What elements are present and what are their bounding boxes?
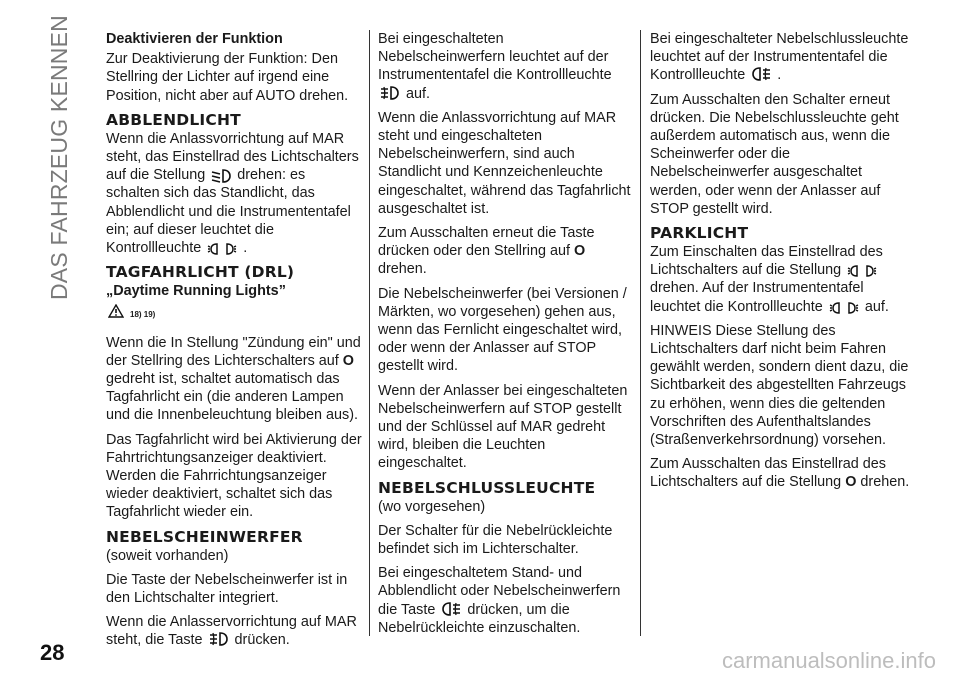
paragraph: Die Taste der Nebelscheinwerfer ist in den Lichtschalter integriert. [106, 571, 348, 607]
page-number: 28 [40, 640, 65, 665]
paragraph: Wenn die Anlassvorrichtung auf MAR steht, das Einstellrad des Lichtschalters auf die Stellung drehen: es schalten sich das Standlicht, das Abblendlicht und die Instrumententafel ein; auf dieser leuchtet die Kontrollleuchte . [106, 130, 359, 257]
paragraph: HINWEIS Diese Stellung des Lichtschalters darf nicht beim Fahren gewählt werden, sondern dient dazu, die Sichtbarkeit des abgestellten Fahrzeugs zu erhöhen, wenn dies die geltenden Vorschriften des Aufenthaltslandes (Straßenverkehrsordnung) vorsehen. [650, 322, 909, 449]
paragraph: Bei eingeschaltetem Stand- und Abblendlicht oder Nebelscheinwerfern die Taste drücken, um die Nebelrückleichte einzuschalten. [378, 565, 621, 636]
paragraph: Wenn der Anlasser bei eingeschalteten Nebelscheinwerfern auf STOP gestellt und der Schlüssel auf MAR gedreht wird, bleiben die Leuchten eingeschaltet. [378, 382, 628, 472]
front-fog-light-icon [380, 85, 400, 103]
section-note: (wo vorgesehen) [378, 498, 486, 515]
paragraph: Die Nebelscheinwerfer (bei Versionen / Märkten, wo vorgesehen) gehen aus, wenn das Fernlicht eingeschaltet wird, oder wenn der Anlasser auf STOP gestellt wird. [378, 285, 627, 375]
paragraph: Wenn die Anlassvorrichtung auf MAR steht und eingeschalteten Nebelscheinwerfern, sind auch Standlicht und Kennzeichenleuchte eingeschaltet, während das Tagfahrlicht ausgeschaltet ist. [378, 109, 631, 217]
parking-light-icon [847, 263, 877, 279]
subsection-title: Deaktivieren der Funktion [106, 31, 283, 47]
paragraph: Bei eingeschalteten Nebelscheinwerfern leuchtet auf der Instrumententafel die Kontrollleuchte auf. [378, 31, 612, 102]
column-divider [640, 30, 641, 636]
column-3 [650, 30, 910, 498]
section-title-abblendlicht: ABBLENDLICHT [106, 110, 241, 129]
warning-reference: 18) 19) [108, 304, 362, 325]
chapter-side-tab: DAS FAHRZEUG KENNEN [46, 15, 72, 300]
section-title-nebelschlussleuchte: NEBELSCHLUSSLEUCHTE [378, 478, 596, 497]
watermark: carmanualsonline.info [721, 648, 936, 673]
low-beam-icon [211, 168, 231, 184]
column-2 [378, 30, 632, 643]
paragraph: Zum Ausschalten das Einstellrad des Lichtschalters auf die Stellung O drehen. [650, 456, 910, 491]
section-note: (soweit vorhanden) [106, 547, 229, 564]
off-position-symbol: O [342, 352, 354, 369]
paragraph: Zum Ausschalten erneut die Taste drücken oder den Stellring auf O drehen. [378, 225, 595, 278]
paragraph: Bei eingeschalteter Nebelschlussleuchte leuchtet auf der Instrumententafel die Kontrollleuchte . [650, 31, 909, 84]
section-title-parklicht: PARKLICHT [650, 224, 749, 243]
section-subtitle: „Daytime Running Lights” [106, 283, 286, 300]
paragraph: Zum Einschalten das Einstellrad des Lichtschalters auf die Stellung drehen. Auf der Instrumententafel leuchtet die Kontrollleuchte auf. [650, 244, 889, 315]
column-divider [369, 30, 370, 636]
paragraph: Zur Deaktivierung der Funktion: Den Stellring der Lichter auf irgend eine Position, nicht aber auf AUTO drehen. [106, 51, 349, 104]
paragraph: Zum Ausschalten den Schalter erneut drücken. Die Nebelschlussleuchte geht außerdem automatisch aus, wenn die Scheinwerfer oder die Nebelscheinwerfer ausgeschaltet werden, oder wenn der Anlasser auf STOP gestellt wird. [650, 91, 899, 217]
position-lights-icon [829, 300, 859, 316]
front-fog-light-icon [209, 631, 229, 649]
position-lights-icon [207, 241, 237, 257]
paragraph: Wenn die In Stellung "Zündung ein" und der Stellring des Lichterschalters auf O gedreht ist, schaltet automatisch das Tagfahrlicht ein (die anderen Lampen und die Innenbeleuchtung bleiben aus). [106, 334, 361, 424]
off-position-symbol: O [574, 243, 586, 260]
paragraph: Der Schalter für die Nebelrückleichte befindet sich im Lichterschalter. [378, 522, 613, 558]
off-position-symbol: O [845, 474, 857, 491]
paragraph: Das Tagfahrlicht wird bei Aktivierung der Fahrtrichtungsanzeiger deaktiviert. Werden die Fahrrichtungsanzeiger wieder deaktiviert, schaltet sich das Tagfahrlicht wieder ein. [106, 431, 362, 521]
warning-triangle-icon [108, 304, 124, 325]
section-title-nebelscheinwerfer: NEBELSCHEINWERFER [106, 527, 303, 546]
rear-fog-light-icon [751, 66, 771, 84]
section-title-drl: TAGFAHRLICHT (DRL) [106, 263, 295, 282]
column-1 [106, 30, 362, 656]
rear-fog-light-icon [441, 601, 461, 619]
paragraph: Wenn die Anlasservorrichtung auf MAR steht, die Taste drücken. [106, 614, 357, 649]
